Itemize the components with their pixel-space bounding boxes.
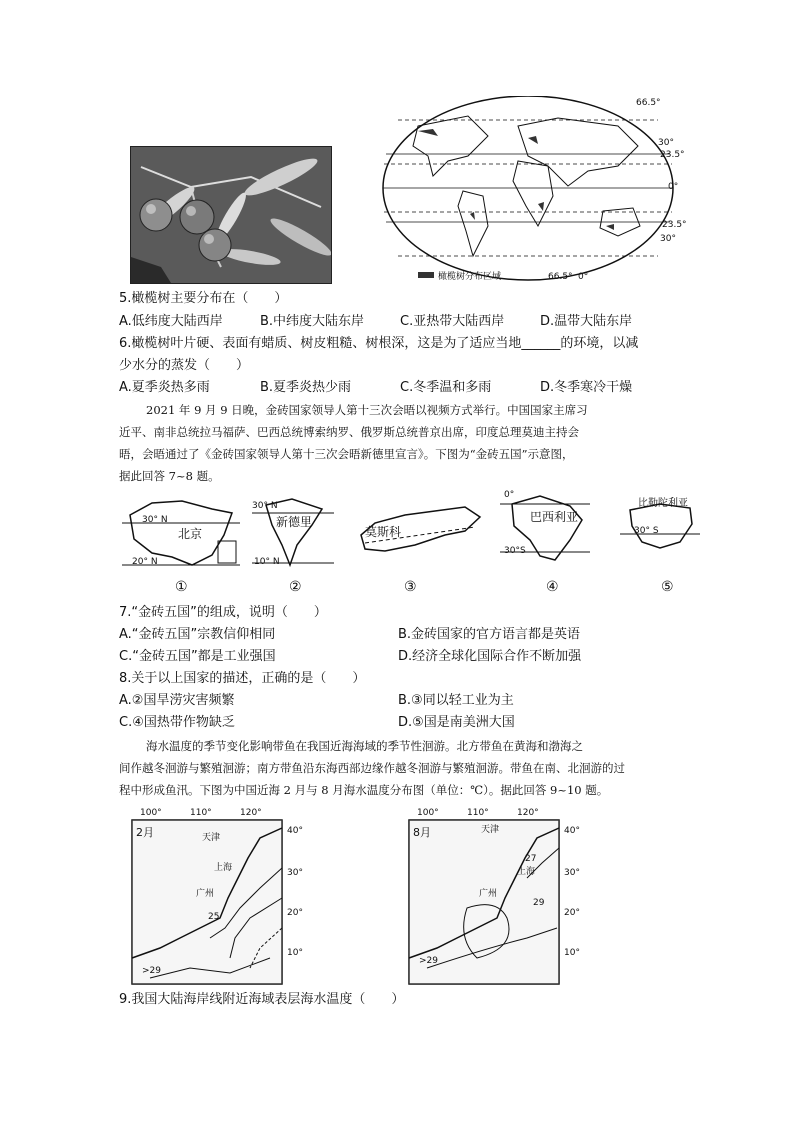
sea-place-label: 上海 [214,863,233,873]
question-8-option-b[interactable]: B.③同以轻工业为主 [398,693,514,708]
world-lat-label: 66.5° [636,98,661,108]
brics-passage-line: 据此回答 7~8 题。 [119,469,220,483]
world-lat-label: 23.5° [660,150,685,160]
brics-lat-label: 30° S [634,526,659,536]
sea-lon-label: 120° [517,808,539,818]
brics-number: ② [289,579,302,595]
question-5-option-b[interactable]: B.中纬度大陆东岸 [260,314,365,329]
question-7-option-b[interactable]: B.金砖国家的官方语言都是英语 [398,627,581,642]
sea-isotherm-label: >29 [419,956,438,966]
brics-number: ③ [404,579,417,595]
brics-lat-label: 0° [504,490,515,500]
world-lat-label: 23.5° [662,220,687,230]
brics-label-brasilia: 巴西利亚 [530,510,579,524]
sea-lon-label: 100° [417,808,439,818]
sea-lon-label: 110° [190,808,212,818]
brics-map-india [252,495,334,575]
sea-passage-line: 间作越冬洄游与繁殖洄游；南方带鱼沿东海西部边缘作越冬洄游与繁殖洄游。带鱼在南、北洄游的过 [119,761,625,775]
sea-lon-label: 110° [467,808,489,818]
world-lat-label: 0° [668,182,679,192]
question-8-option-a[interactable]: A.②国旱涝灾害频繁 [119,693,235,708]
question-6-option-b[interactable]: B.夏季炎热少雨 [260,380,352,395]
question-7-option-d[interactable]: D.经济全球化国际合作不断加强 [398,649,582,664]
brics-passage-line: 晤，会晤通过了《金砖国家领导人第十三次会晤新德里宣言》。下图为“金砖五国”示意图， [119,447,574,461]
brics-number: ⑤ [661,579,674,595]
question-6-option-a[interactable]: A.夏季炎热多雨 [119,380,210,395]
sea-place-label: 广州 [479,889,498,899]
sea-isotherm-label: 25 [208,912,220,922]
question-7-option-a[interactable]: A.“金砖五国”宗教信仰相同 [119,627,276,642]
question-8-stem: 8.关于以上国家的描述，正确的是（ ） [119,671,366,686]
question-6-stem: 6.橄榄树叶片硬、表面有蜡质、树皮粗糙、树根深，这是为了适应当地______的环境，以减 [119,336,639,351]
sea-lat-label: 40° [287,826,303,836]
brics-lat-label: 30° N [142,515,168,525]
brics-number: ① [175,579,188,595]
brics-map-russia [355,495,485,575]
sea-lat-label: 20° [564,908,580,918]
question-5-option-a[interactable]: A.低纬度大陆西岸 [119,314,223,329]
world-map-legend: 橄榄树分布区域 [438,272,502,282]
question-9-stem: 9.我国大陆海岸线附近海域表层海水温度（ ） [119,992,405,1007]
question-5-option-d[interactable]: D.温带大陆东岸 [540,314,633,329]
question-6-stem-cont: 少水分的蒸发（ ） [119,358,250,373]
olive-photo [130,146,332,284]
world-bottom-label: 0° [578,272,589,282]
sea-lat-label: 10° [564,948,580,958]
brics-label-pretoria: 比勒陀利亚 [638,498,688,509]
world-lat-label: 30° [658,138,674,148]
sea-lat-label: 30° [287,868,303,878]
sea-lon-label: 100° [140,808,162,818]
question-8-option-d[interactable]: D.⑤国是南美洲大国 [398,715,515,730]
sea-temp-map-august [407,808,589,986]
brics-lat-label: 30° N [252,501,278,511]
sea-isotherm-label: >29 [142,966,161,976]
sea-isotherm-label: 29 [533,898,545,908]
brics-label-new-delhi: 新德里 [276,515,313,529]
sea-passage-line: 程中形成鱼汛。下图为中国近海 2 月与 8 月海水温度分布图（单位：℃）。据此回答 9~10 题。 [119,783,609,797]
sea-map-month: 2月 [136,826,154,839]
brics-label-moscow: 莫斯科 [365,525,402,539]
brics-map-south-africa [620,490,700,570]
brics-passage-line: 2021 年 9 月 9 日晚，金砖国家领导人第十三次会晤以视频方式举行。中国国家主席习 [146,403,588,417]
sea-place-label: 天津 [481,825,500,835]
brics-passage-line: 近平、南非总统拉马福萨、巴西总统博索纳罗、俄罗斯总统普京出席，印度总理莫迪主持会 [119,425,579,439]
sea-isotherm-label: 27 [525,854,537,864]
sea-map-month: 8月 [413,826,431,839]
question-7-option-c[interactable]: C.“金砖五国”都是工业强国 [119,649,276,664]
sea-temp-map-february [130,808,310,986]
brics-lat-label: 30°S [504,546,526,556]
sea-place-label: 上海 [517,867,536,877]
sea-lat-label: 10° [287,948,303,958]
world-lat-label: 30° [660,234,676,244]
world-bottom-label: 66.5° [548,272,573,282]
brics-map-brazil [500,490,590,575]
question-6-option-d[interactable]: D.冬季寒冷干燥 [540,380,633,395]
sea-lon-label: 120° [240,808,262,818]
question-5-stem: 5.橄榄树主要分布在（ ） [119,291,288,306]
sea-passage-line: 海水温度的季节变化影响带鱼在我国近海海域的季节性洄游。北方带鱼在黄海和渤海之 [146,739,583,753]
brics-map-china [122,495,240,575]
sea-place-label: 天津 [202,833,221,843]
world-map [378,96,688,288]
brics-lat-label: 20° N [132,557,158,567]
sea-place-label: 广州 [196,889,215,899]
olive-branch-image [131,147,331,283]
sea-lat-label: 30° [564,868,580,878]
question-6-option-c[interactable]: C.冬季温和多雨 [400,380,492,395]
sea-lat-label: 20° [287,908,303,918]
brics-lat-label: 10° N [254,557,280,567]
question-5-option-c[interactable]: C.亚热带大陆西岸 [400,314,505,329]
brics-number: ④ [546,579,559,595]
brics-label-beijing: 北京 [178,527,203,541]
question-7-stem: 7.“金砖五国”的组成，说明（ ） [119,605,327,620]
sea-lat-label: 40° [564,826,580,836]
question-8-option-c[interactable]: C.④国热带作物缺乏 [119,715,235,730]
